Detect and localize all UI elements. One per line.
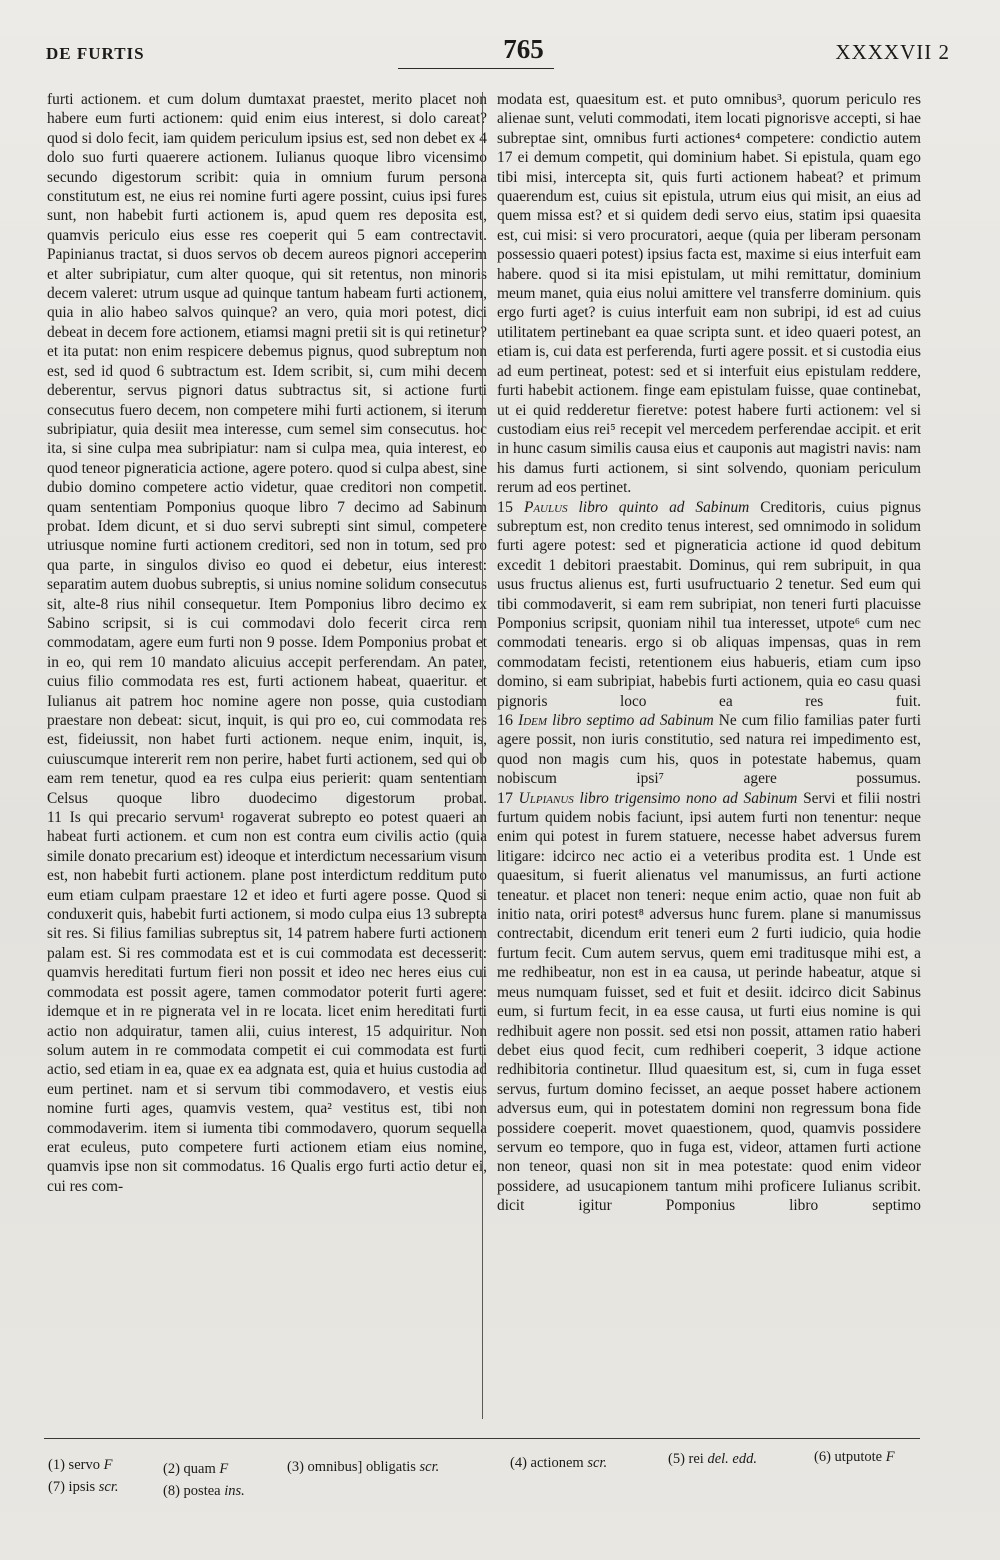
section-author: Idem: [518, 712, 548, 729]
footnote-text: actionem: [530, 1455, 584, 1471]
footnote-text: ipsis: [68, 1479, 96, 1495]
footnote-2: [163, 1461, 228, 1478]
footnote-note: scr.: [587, 1455, 608, 1471]
footnote-text: utputote: [834, 1449, 883, 1465]
footnote-note: F: [885, 1449, 895, 1465]
section-15: [497, 498, 921, 711]
footnote-note: F: [219, 1461, 229, 1477]
section-text: Ne cum filio familias pater furti agere possit, non iuris constitutio, sed natura rei impedimento est, quod non magis cum his, quos in potestate habemus, quam nobiscum ipsi⁷ agere possumus.: [497, 712, 921, 788]
footnote-text: omnibus] obligatis: [307, 1459, 416, 1475]
section-number: 16: [497, 712, 513, 729]
footnote-text: postea: [183, 1483, 221, 1499]
section-16: [497, 711, 921, 789]
header-section: XXXXVII 2: [835, 40, 950, 64]
footnote-mark: (3): [287, 1459, 304, 1475]
footnote-note: scr.: [419, 1459, 440, 1475]
paragraph-continuation-right: modata est, quaesitum est. et puto omnibus³, quorum periculo res alienae sunt, veluti commodati, item locati pignorisve accepti, si hae subreptae sint, omnibus furti actiones⁴ competere: condictio autem 17 ei demum competit, qui dominium habet. Si epistula, quam ego tibi misi, intercepta sit, quis furti actionem habeat? et primum quaerendum est, cuius sit epistula, utrum eius qui misit, an eius ad quem missa est? et si quidem dedi servo eius, statim ipsi quaesita est, cui misi: si vero procuratori, aeque (quia per liberam personam possessio quaeri potest) ipsius facta est, maxime si eius interfuit eam habere. quod si ita misi epistulam, ut mihi remittatur, dominium meum manet, quia eius nolui amittere vel transferre dominium. quis ergo furti aget? is cuius interfuit eam non subripi, id est ad cuius utilitatem pertinebant ea quae scripta sunt. et ideo quaeri potest, an etiam is, cui data est perferenda, furti agere possit. et si custodia eius ad eum pertineat, potest: sed et si interfuit eius epistulam reddere, furti habebit actionem. finge eam epistulam fuisse, quae continebat, ut ei quid redderetur fieretve: potest habere furti actionem: vel si custodiam eius rei⁵ recepit vel mercedem perferendae accipit. et erit in hunc casum similis causa eius et cauponis aut magistri navis: nam his damus furti actionem, si sint solvendo, quoniam periculum rerum ad eos pertinet.: [497, 91, 921, 497]
footnote-4: [510, 1455, 607, 1472]
footnote-7: [48, 1479, 119, 1496]
section-author: Paulus: [523, 498, 568, 516]
paragraph-continuation: furti actionem. et cum dolum dumtaxat praestet, merito placet non habere eum furti actionem: quid enim eius interest, si dolo careat? quod si dolo fecit, iam quidem periculum ipsius est, sed non debet ex 4 dolo suo furti quaerere actionem. Iulianus quoque libro vicensimo secundo digestorum scribit: quia in omnium furum persona constitutum est, ne eius rei nomine furti agere possint, cuius ipsi fures sunt, non habebit furti actionem is, apud quem res deposita est, quamvis periculo eius esse res coeperit qui 5 eam contrectavit. Papinianus tractat, si duos servos ob decem aureos pignori acceperim et alter subripiatur, cum alter quoque, qui sit retentus, non minoris decem valeret: utrum usque ad quinque tantum habeam furti actionem, quia in alio habeo salvos quinque? an vero, quia mori potest, dici debeat in decem fore actionem, etiamsi magni pretii sit is qui retinetur? et ita putat: non enim respicere debemus pignus, quod subreptum non est, sed id quod 6 subtractum est. Idem scribit, si, cum mihi decem deberentur, servus pignori datus subtractus sit, si actione furti consecutus fuero decem, non competere mihi furti actionem, si iterum subripiatur, quia desiit mea interesse, cum semel sim consecutus. hoc ita, si sine culpa mea subripiatur: nam si culpa mea, quia interest, eo quod teneor pigneraticia actione, agere potero. quod si culpa abest, sine dubio domino competere actio videtur, quae creditori non competit. quam sententiam Pomponius quoque libro 7 decimo ad Sabinum probat. Idem dicunt, et si duo servi subrepti sint simul, competere utriusque nomine furti actionem creditori, sed non in totum, sed pro qua parte, in singulos diviso eo quod ei debetur, eius interest: separatim autem duobus subreptis, si unius nomine solidum consecutus sit, alte-8 rius nihil consequetur. Item Pomponius libro decimo ex Sabino scripsit, si is cui commodavi dolo fecerit circa rem commodatam, agere eum furti non 9 posse. Idem Pomponius probat et in eo, qui rem 10 mandato alicuius accepit perferendam. An pater, cuius filio commodata res est, furti actionem habeat, quaeritur. et Iulianus ait patrem hoc nomine agere non posse, quia custodiam praestare non debeat: sicut, inquit, is qui pro eo, cui commodata res est, fideiussit, non habet furti actionem. neque enim, inquit, is, cuiuscumque intererit rem non perire, habet furti actionem, sed qui ob eam rem tenetur, quod ea res culpa eius perierit: quam sententiam Celsus quoque libro duodecimo digestorum probat.: [47, 91, 487, 807]
footnote-mark: (8): [163, 1483, 180, 1499]
section-number: 17: [497, 789, 513, 807]
footnote-5: [668, 1451, 757, 1468]
paragraph-11: 11 Is qui precario servum¹ rogaverat subrepto eo potest quaeri an habeat furti actionem. et cum non est contra eum civilis actio (quia simile donato precarium est) ideoque et interdictum necessarium visum est, non habebit furti actionem. plane post interdictum redditum puto eum etiam culpam praestare 12 et ideo et furti agere posse. Quod si conduxerit quis, habebit furti actionem, si modo culpa eius 13 subrepta sit res. Si filius familias subreptus sit, 14 patrem habere furti actionem palam est. Si res commodata est et is cui commodata est decesserit: quamvis hereditati furtum fieri non possit et ideo nec heres eius cui commodata est possit agere, tamen commodator poterit furti agere: idemque et in re pignerata vel in re locata. licet enim hereditati furti actio non adquiratur, tamen alii, cuius interest, 15 adquiritur. Non solum autem in re commodata competit ei cui commodata est furti actio, sed etiam in ea, quae ex ea adgnata est, quia et huius custodia ad eum pertinet. nam et si servum tibi commodavero, et vestis eius nomine furti ages, quamvis vestem, qua² vestitus est, tibi non commodaverim. item si iumenta tibi commodavero, quorum sequella erat eculeus, puto competere furti actionem etiam eius nomine, quamvis ipse non sit commodatus. 16 Qualis ergo furti actio detur ei, cui res com-: [47, 809, 487, 1195]
section-author: Ulpianus: [518, 789, 574, 807]
footnote-text: quam: [183, 1461, 216, 1477]
footnote-mark: (4): [510, 1455, 527, 1471]
footnote-note: F: [103, 1457, 113, 1473]
left-column: [47, 90, 487, 1430]
footnote-mark: (6): [814, 1449, 831, 1465]
header-title: DE FURTIS: [46, 44, 145, 63]
section-number: 15: [497, 498, 513, 516]
footnote-text: rei: [688, 1451, 704, 1467]
footnote-mark: (7): [48, 1479, 65, 1495]
footnote-rule: [44, 1438, 920, 1439]
section-source: libro trigensimo nono ad Sabinum: [579, 789, 798, 807]
section-17: [497, 789, 921, 1216]
footnote-note: scr.: [98, 1479, 119, 1495]
footnote-mark: (5): [668, 1451, 685, 1467]
footnote-mark: (2): [163, 1461, 180, 1477]
section-text: Servi et filii nostri furtum quidem nobis faciunt, ipsi autem furti non tenentur: neque enim qui potest in furem statuere, necesse habet adversus furem litigare: idcirco nec actio ei a veteribus prodita est. 1 Unde est quaesitum, si fuerit alienatus vel manumissus, an furti actione teneatur. et placet non teneri: neque enim actio, quae non fuit ab initio nata, oriri potest⁸ adversus hunc furem. plane si manumissus contrectabit, dicendum erit teneri eum 2 furti iudicio, quia hodie furtum fecit. Cum autem servus, quem emi traditusque mihi est, a me redhibeatur, non est in ea causa, ut perinde habeatur, atque si meus numquam fuisset, sed et fuit et desiit. idcirco dicit Sabinus eum, si furtum fecit, in ea esse causa, ut furti eius nomine is qui redhibuit agere non possit. sed etsi non possit, attamen ratio haberi debet eius quod fecit, cum redhiberi coeperit, 3 idque actione redhibitoria continetur. Illud quaesitum est, si, cum in fuga esset servus, furtum domino fecisset, an aeque posset habere actionem adversus eum, qui in potestatem domini non regressum bona fide possidere coeperit. movet quaestionem, quod, quamvis possidere servum eo tempore, quo in fuga est, videor, attamen furti actione non teneor, quasi non sit in mea potestate: quod enim videor possidere, ad usucapionem tantum mihi proficere Iulianus scribit. dicit igitur Pomponius libro septimo: [497, 789, 921, 1215]
footnote-3: [287, 1459, 439, 1476]
footnote-8: [163, 1483, 245, 1500]
running-header: [46, 34, 950, 70]
footnote-1: [48, 1457, 112, 1474]
section-source: libro quinto ad Sabinum: [578, 498, 750, 516]
header-rule: [398, 68, 554, 69]
page-number: 765: [503, 34, 544, 64]
footnote-note: ins.: [224, 1483, 245, 1499]
right-column: [497, 90, 921, 1430]
footnote-text: servo: [68, 1457, 100, 1473]
footnote-note: del. edd.: [707, 1451, 757, 1467]
section-source: libro septimo ad Sabinum: [552, 712, 714, 729]
footnote-mark: (1): [48, 1457, 65, 1473]
column-divider: [482, 92, 483, 1419]
footnote-6: [814, 1449, 895, 1466]
section-text: Creditoris, cuius pignus subreptum est, non credito tenus interest, sed omnimodo in solidum furti agere potest: sed et pigneraticia actione id quod debitum excedit 1 debitori praestabit. Dominus, qui rem subripuit, in qua usus fructus alienus est, furti usufructuario 2 tenetur. Sed eum qui tibi commodaverit, si eam rem subripiat, non teneri furti placuisse Pomponius scripsit, quoniam nihil tua interesset, utpote⁶ cum nec commodati tenearis. ergo si ob aliquas impensas, quas in rem commodatam fecisti, retentionem eius habueris, etiam cum ipso domino, si eam subripiat, habebis furti actionem, quia eo casu quasi pignoris loco ea res fuit.: [497, 498, 921, 710]
